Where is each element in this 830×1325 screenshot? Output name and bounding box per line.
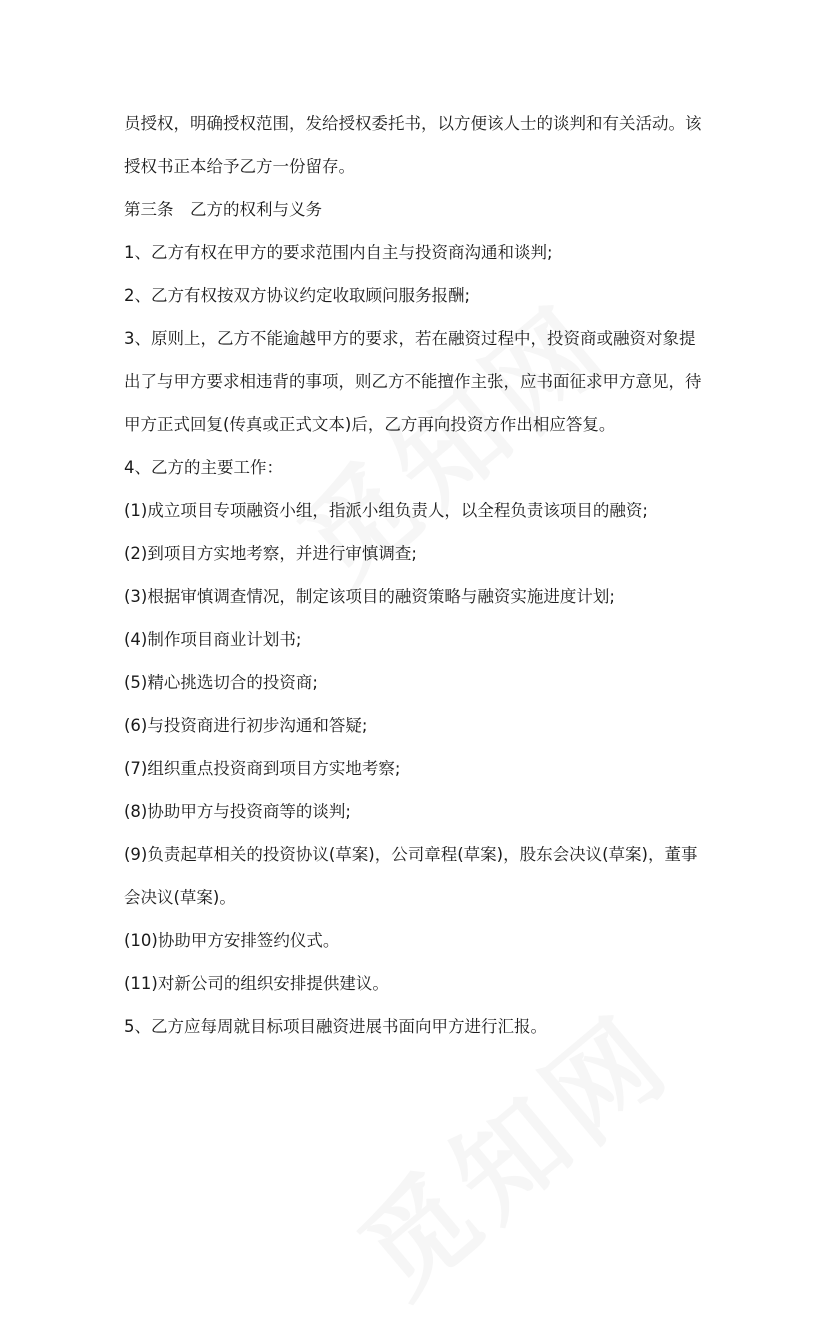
text-line: 3、原则上，乙方不能逾越甲方的要求，若在融资过程中，投资商或融资对象提 [124,329,696,348]
list-item: (1)成立项目专项融资小组，指派小组负责人，以全程负责该项目的融资; [124,501,648,520]
list-item: (9)负责起草相关的投资协议(草案)，公司章程(草案)，股东会决议(草案)，董事 [124,845,698,864]
text-line: 员授权，明确授权范围，发给授权委托书，以方便该人士的谈判和有关活动。该 [124,114,702,133]
text-line: 出了与甲方要求相违背的事项，则乙方不能擅作主张，应书面征求甲方意见，待 [124,372,702,391]
document-body [124,102,714,1048]
section-heading: 第三条 乙方的权利与义务 [124,200,322,219]
list-item: 会决议(草案)。 [124,888,236,907]
text-line: 5、乙方应每周就目标项目融资进展书面向甲方进行汇报。 [124,1017,547,1036]
text-line: 2、乙方有权按双方协议约定收取顾问服务报酬; [124,286,471,305]
text-line: 甲方正式回复(传真或正式文本)后，乙方再向投资方作出相应答复。 [124,415,616,434]
list-item: (3)根据审慎调查情况，制定该项目的融资策略与融资实施进度计划; [124,587,615,606]
list-item: (5)精心挑选切合的投资商; [124,673,318,692]
text-line: 4、乙方的主要工作： [124,458,283,477]
text-line: 授权书正本给予乙方一份留存。 [124,157,355,176]
text-line: 1、乙方有权在甲方的要求范围内自主与投资商沟通和谈判; [124,243,553,262]
list-item: (6)与投资商进行初步沟通和答疑; [124,716,368,735]
list-item: (7)组织重点投资商到项目方实地考察; [124,759,401,778]
list-item: (8)协助甲方与投资商等的谈判; [124,802,351,821]
list-item: (11)对新公司的组织安排提供建议。 [124,974,389,993]
list-item: (10)协助甲方安排签约仪式。 [124,931,340,950]
list-item: (4)制作项目商业计划书; [124,630,302,649]
list-item: (2)到项目方实地考察，并进行审慎调查; [124,544,417,563]
